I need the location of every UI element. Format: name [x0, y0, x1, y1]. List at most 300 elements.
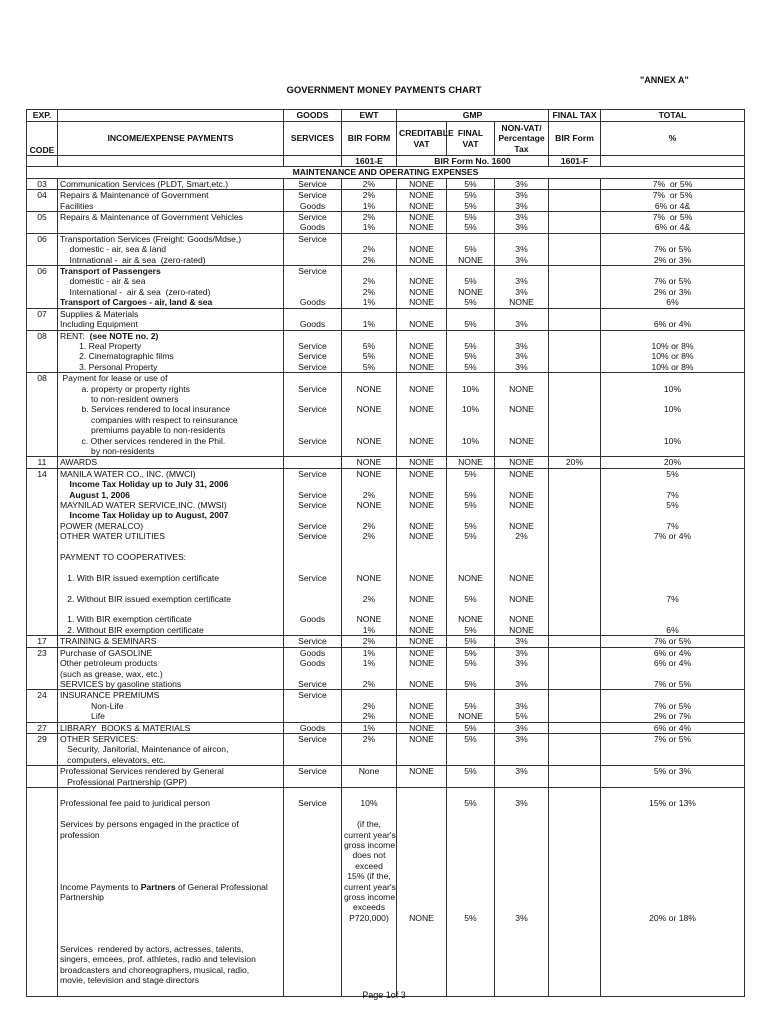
cell-line: 2%	[515, 531, 528, 542]
cell-line: 2%	[362, 212, 376, 223]
cell-line: NONE	[409, 593, 434, 604]
row-ewt	[342, 733, 397, 765]
cell-line	[449, 604, 492, 614]
cell-line	[551, 648, 598, 658]
cell-line	[344, 583, 394, 593]
cell-line	[60, 542, 281, 552]
cell-line	[497, 923, 546, 933]
cell-line	[60, 871, 281, 881]
cell-line	[497, 777, 546, 787]
cell-line	[399, 552, 444, 562]
cell-line: 3%	[515, 212, 528, 223]
cell-line	[497, 850, 546, 860]
cell-line: 10%	[663, 404, 682, 415]
row-final-tax	[549, 722, 601, 733]
cell-line: NONE	[458, 457, 483, 468]
cell-line: NONE	[509, 383, 534, 394]
cell-line	[449, 331, 492, 341]
cell-line: 3%	[515, 340, 528, 351]
cell-line: NONE	[409, 572, 434, 583]
cell-line	[344, 446, 394, 456]
cell-line	[449, 309, 492, 319]
cell-line	[60, 913, 281, 923]
cell-line: 5%	[464, 658, 477, 669]
cell-line: Services rendered by actors, actresses, talents,	[60, 944, 244, 955]
cell-line: NONE	[509, 614, 534, 625]
row-final-tax	[549, 212, 601, 234]
cell-line	[286, 840, 339, 850]
cell-line	[497, 604, 546, 614]
cell-line	[551, 212, 598, 222]
table-row	[27, 330, 745, 373]
cell-line: NONE	[409, 319, 434, 330]
header-ewt: EWT	[342, 110, 397, 122]
cell-line: NONE	[409, 212, 434, 223]
row-final-tax	[549, 647, 601, 690]
row-non-vat	[495, 233, 549, 265]
cell-line	[603, 744, 742, 754]
cell-line: 2%	[362, 489, 376, 500]
cell-line: 5%	[515, 711, 528, 722]
cell-line: NONE	[409, 383, 434, 394]
row-code: 29	[27, 733, 58, 765]
row-non-vat	[495, 468, 549, 636]
cell-line	[449, 744, 492, 754]
cell-line: Service	[298, 351, 327, 362]
cell-line	[449, 892, 492, 902]
cell-line: Service	[298, 404, 327, 415]
cell-line: NONE	[356, 404, 382, 415]
cell-line	[286, 625, 339, 635]
cell-line: 1%	[362, 647, 376, 658]
row-ewt	[342, 212, 397, 234]
cell-line: to non-resident owners	[60, 393, 179, 404]
cell-line	[286, 923, 339, 933]
cell-line: Services by persons engaged in the practice of	[60, 819, 239, 830]
cell-line	[603, 331, 742, 341]
cell-line: 2%	[362, 636, 376, 647]
payments-table	[26, 109, 745, 997]
cell-line	[399, 798, 444, 808]
cell-line: Service	[298, 266, 327, 277]
cell-line: 1%	[362, 658, 376, 669]
cell-line: 5%	[464, 798, 477, 809]
cell-line	[344, 373, 394, 383]
cell-line: 3%	[515, 658, 528, 669]
cell-line	[603, 562, 742, 572]
cell-line: 5%	[464, 593, 477, 604]
cell-line	[449, 902, 492, 912]
cell-line	[286, 309, 339, 319]
row-ewt	[342, 468, 397, 636]
cell-line	[449, 266, 492, 276]
cell-line	[399, 446, 444, 456]
cell-line	[551, 734, 598, 744]
cell-line	[399, 809, 444, 819]
cell-line: 5%	[464, 244, 477, 255]
cell-line	[399, 266, 444, 276]
cell-line	[497, 309, 546, 319]
table-row	[27, 233, 745, 265]
cell-line: 3%	[515, 351, 528, 362]
cell-line	[449, 510, 492, 520]
cell-line: 5%	[464, 624, 477, 635]
row-total	[601, 266, 745, 309]
cell-line: August 1, 2006	[60, 489, 130, 500]
cell-line: Service	[298, 489, 327, 500]
cell-line	[497, 415, 546, 425]
row-final-tax	[549, 766, 601, 788]
cell-line: Service	[298, 212, 327, 223]
cell-line: 5%	[464, 361, 477, 372]
table-row	[27, 373, 745, 457]
row-description	[58, 190, 284, 212]
row-creditable-vat	[397, 787, 447, 996]
cell-line	[551, 234, 598, 244]
cell-line: NONE	[509, 624, 534, 635]
cell-line: 2. Without BIR issued exemption certificate	[60, 593, 231, 604]
cell-line: 3%	[515, 361, 528, 372]
cell-line	[497, 542, 546, 552]
cell-line: Service	[298, 766, 327, 777]
row-non-vat	[495, 266, 549, 309]
cell-line: 5%	[666, 500, 679, 510]
cell-line: OTHER SERVICES:	[60, 733, 139, 744]
cell-line	[399, 861, 444, 871]
cell-line: NONE	[458, 286, 483, 297]
cell-line: 5%	[464, 340, 477, 351]
row-code: 08	[27, 373, 58, 457]
annex-label: "ANNEX A"	[640, 75, 689, 85]
cell-line	[603, 902, 742, 912]
section-header: MAINTENANCE AND OPERATING EXPENSES	[27, 167, 745, 178]
cell-line: movie, television and stage directors	[60, 975, 200, 986]
form-1601f: 1601-F	[549, 156, 601, 167]
cell-line	[603, 819, 742, 829]
cell-line	[399, 479, 444, 489]
cell-line: Goods	[299, 722, 326, 733]
cell-line	[603, 923, 742, 933]
row-final-vat	[447, 330, 495, 373]
cell-line: Transportation Services (Freight: Goods/Mdse,)	[60, 233, 242, 244]
cell-line: Transport of Passengers	[60, 266, 161, 277]
cell-line	[449, 861, 492, 871]
cell-line	[399, 944, 444, 954]
cell-line	[551, 469, 598, 479]
cell-line: 20%	[663, 457, 682, 468]
cell-line: NONE	[409, 244, 434, 255]
cell-line	[60, 902, 281, 912]
cell-line	[399, 415, 444, 425]
cell-line: NONE	[509, 297, 534, 308]
cell-line	[344, 777, 394, 787]
cell-line: Service	[298, 733, 327, 744]
row-non-vat	[495, 330, 549, 373]
row-final-tax	[549, 733, 601, 765]
cell-line	[449, 425, 492, 435]
cell-line: None	[358, 766, 380, 777]
cell-line	[497, 965, 546, 975]
cell-line	[399, 819, 444, 829]
cell-line: 5%	[464, 468, 477, 479]
cell-line: 5%	[464, 733, 477, 744]
row-total	[601, 636, 745, 647]
row-ewt	[342, 766, 397, 788]
cell-line: Goods	[299, 658, 326, 669]
cell-line: NONE	[509, 489, 534, 500]
cell-line	[603, 965, 742, 975]
cell-line: NONE	[409, 647, 434, 658]
cell-line: Repairs & Maintenance of Government Vehicles	[60, 212, 243, 223]
cell-line	[603, 944, 742, 954]
row-goods-services	[284, 690, 342, 722]
cell-line: Service	[298, 383, 327, 394]
cell-line: NONE	[409, 531, 434, 542]
cell-line	[286, 255, 339, 265]
header-bir-form: BIR FORM	[342, 122, 397, 156]
cell-line: 3%	[515, 798, 528, 809]
row-goods-services	[284, 733, 342, 765]
cell-line: computers, elevators, etc.	[60, 754, 166, 765]
cell-line	[344, 809, 394, 819]
cell-line	[344, 394, 394, 404]
cell-line	[551, 190, 598, 200]
cell-line	[399, 542, 444, 552]
cell-line	[449, 446, 492, 456]
cell-line	[399, 830, 444, 840]
cell-line	[286, 711, 339, 721]
row-creditable-vat	[397, 190, 447, 212]
cell-line	[286, 373, 339, 383]
row-goods-services	[284, 636, 342, 647]
row-goods-services	[284, 190, 342, 212]
cell-line	[603, 614, 742, 624]
cell-line	[344, 669, 394, 679]
cell-line: 3. Personal Property	[60, 361, 158, 372]
cell-line: (such as grease, wax, etc.)	[60, 668, 163, 679]
cell-line	[399, 755, 444, 765]
cell-line: 7% or 5%	[652, 190, 693, 201]
cell-line: 5%	[464, 678, 477, 689]
cell-line	[449, 755, 492, 765]
cell-line: NONE	[356, 500, 382, 510]
row-creditable-vat	[397, 647, 447, 690]
cell-line: gross income	[344, 840, 396, 850]
cell-line	[286, 954, 339, 964]
cell-line: NONE	[409, 404, 434, 415]
cell-line: AWARDS	[60, 457, 98, 468]
cell-line: Other petroleum products	[60, 658, 158, 669]
cell-line: 5%	[464, 297, 477, 308]
cell-line	[399, 777, 444, 787]
row-code: 06	[27, 233, 58, 265]
cell-line	[60, 840, 281, 850]
row-code: 11	[27, 457, 58, 468]
cell-line	[449, 788, 492, 798]
cell-line	[286, 975, 339, 985]
cell-line	[399, 669, 444, 679]
row-final-vat	[447, 468, 495, 636]
cell-line: NONE	[409, 178, 434, 189]
table-row	[27, 190, 745, 212]
cell-line: 5%	[464, 319, 477, 330]
cell-line: NONE	[409, 340, 434, 351]
cell-line	[497, 882, 546, 892]
cell-line: 7% or 5%	[653, 733, 692, 744]
cell-line	[449, 373, 492, 383]
table-row	[27, 733, 745, 765]
row-description	[58, 178, 284, 189]
cell-line	[344, 975, 394, 985]
cell-line: 2% or 3%	[653, 286, 692, 297]
cell-line	[286, 446, 339, 456]
table-row	[27, 647, 745, 690]
row-description	[58, 308, 284, 330]
cell-line: 2. Without BIR exemption certificate	[60, 624, 204, 635]
cell-line	[551, 766, 598, 776]
cell-line: Intrnational - air & sea (zero-rated)	[60, 254, 206, 265]
cell-line: INSURANCE PREMIUMS	[60, 690, 160, 701]
cell-line	[286, 552, 339, 562]
cell-line	[60, 222, 281, 232]
cell-line	[497, 583, 546, 593]
cell-line	[399, 840, 444, 850]
cell-line: Service	[298, 531, 327, 542]
cell-line	[603, 830, 742, 840]
cell-line	[399, 902, 444, 912]
cell-line: by non-residents	[60, 445, 155, 456]
cell-line	[603, 479, 742, 489]
cell-line	[286, 755, 339, 765]
cell-line	[449, 690, 492, 700]
cell-line: Goods	[299, 647, 326, 658]
cell-line: Goods	[299, 200, 326, 211]
cell-line	[551, 179, 598, 189]
cell-line	[286, 287, 339, 297]
cell-line: current year's	[344, 829, 396, 840]
row-ewt	[342, 457, 397, 468]
cell-line: exceeds	[352, 902, 385, 913]
table-row	[27, 690, 745, 722]
cell-line: Goods	[299, 222, 326, 233]
cell-line: 10%	[461, 383, 480, 394]
cell-line	[497, 788, 546, 798]
cell-line	[399, 788, 444, 798]
cell-line	[497, 562, 546, 572]
cell-line: Repairs & Maintenance of Government	[60, 190, 209, 201]
row-final-vat	[447, 457, 495, 468]
cell-line	[449, 562, 492, 572]
row-total	[601, 190, 745, 212]
row-description	[58, 733, 284, 765]
cell-line: 2%	[362, 700, 376, 711]
cell-line: 1. With BIR issued exemption certificate	[60, 572, 220, 583]
cell-line	[603, 573, 742, 583]
cell-line	[344, 562, 394, 572]
cell-line	[286, 934, 339, 944]
cell-line: NONE	[409, 489, 434, 500]
cell-line	[603, 266, 742, 276]
cell-line: NONE	[409, 658, 434, 669]
row-goods-services	[284, 178, 342, 189]
row-total	[601, 233, 745, 265]
cell-line	[344, 755, 394, 765]
cell-line	[344, 234, 394, 244]
cell-line	[344, 604, 394, 614]
cell-line: NONE	[409, 222, 434, 233]
cell-line	[286, 331, 339, 341]
cell-line	[603, 850, 742, 860]
row-description	[58, 636, 284, 647]
cell-line	[603, 373, 742, 383]
cell-line: 1. With BIR exemption certificate	[60, 614, 192, 625]
cell-line: 5%	[464, 200, 477, 211]
cell-line	[286, 594, 339, 604]
cell-line: exceed	[355, 860, 383, 871]
cell-line	[60, 604, 281, 614]
cell-line: 2%	[362, 254, 376, 265]
cell-line	[399, 892, 444, 902]
cell-line: 20% or 18%	[649, 912, 696, 923]
cell-line: 5%	[464, 222, 477, 233]
cell-line: 2%	[362, 678, 376, 689]
cell-line: NONE	[409, 276, 434, 287]
cell-line: does not	[352, 850, 386, 861]
cell-line: 7% or 5%	[652, 178, 693, 189]
cell-line: 15% (if the,	[347, 871, 391, 882]
cell-line: NONE	[409, 190, 434, 201]
row-final-tax	[549, 468, 601, 636]
row-description	[58, 690, 284, 722]
row-creditable-vat	[397, 266, 447, 309]
cell-line: NONE	[409, 457, 434, 468]
row-ewt	[342, 308, 397, 330]
cell-line	[603, 892, 742, 902]
cell-line: Goods	[299, 319, 326, 330]
cell-line: Partnership	[60, 892, 104, 903]
cell-line: 1%	[362, 722, 376, 733]
cell-line: 5%	[464, 520, 477, 531]
row-description	[58, 722, 284, 733]
cell-line: 3%	[515, 678, 528, 689]
cell-line	[449, 871, 492, 881]
header-gmp: GMP	[397, 110, 549, 122]
cell-line	[497, 892, 546, 902]
row-creditable-vat	[397, 722, 447, 733]
cell-line	[399, 850, 444, 860]
cell-line: Service	[298, 435, 327, 446]
cell-line: 7% or 4%	[653, 531, 692, 542]
row-goods-services	[284, 766, 342, 788]
cell-line: 3%	[515, 912, 528, 923]
cell-line: 3%	[515, 733, 528, 744]
cell-line	[449, 934, 492, 944]
cell-line	[551, 636, 598, 646]
row-final-vat	[447, 266, 495, 309]
row-code: 06	[27, 266, 58, 309]
cell-line: NONE	[409, 435, 434, 446]
cell-line: Communication Services (PLDT, Smart,etc.)	[60, 178, 229, 189]
cell-line: 5%	[464, 351, 477, 362]
cell-line: Supplies & Materials	[60, 308, 139, 319]
row-non-vat	[495, 636, 549, 647]
cell-line: b. Services rendered to local insurance	[60, 404, 231, 415]
row-description	[58, 330, 284, 373]
cell-line	[60, 562, 281, 572]
row-goods-services	[284, 457, 342, 468]
cell-line	[603, 882, 742, 892]
cell-line	[449, 954, 492, 964]
